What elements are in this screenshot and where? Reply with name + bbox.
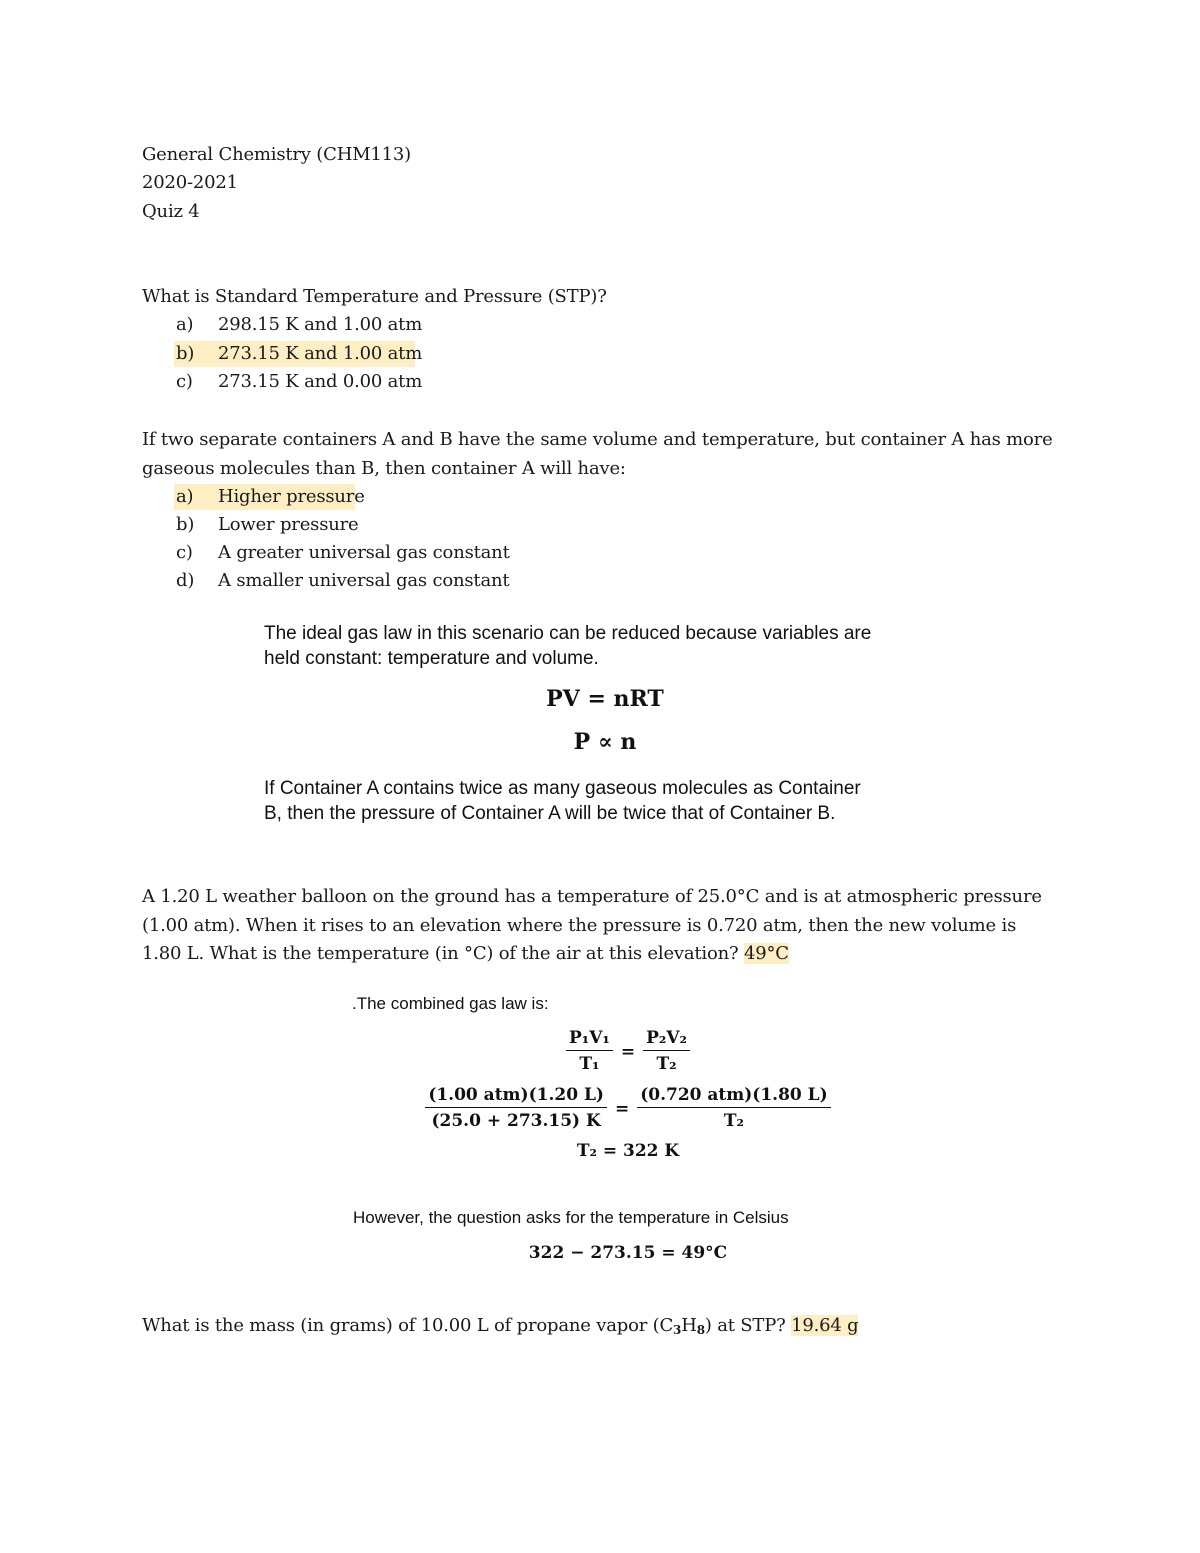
quiz-title: Quiz 4 (142, 201, 200, 222)
question-4-text (142, 1312, 1062, 1345)
fraction-right (643, 1026, 690, 1077)
option-text: 273.15 K and 0.00 atm (218, 371, 423, 392)
equals-sign: = (620, 1041, 636, 1062)
question-3-text (142, 883, 1057, 969)
numerator: (0.720 atm)(1.80 L) (637, 1083, 830, 1108)
hydrogen-subscript: 8 (696, 1323, 705, 1337)
celsius-conversion: 322 − 273.15 = 49°C (528, 1243, 728, 1263)
combined-gas-law-equation (0, 1026, 1200, 1077)
ideal-gas-law-equation: PV = nRT (546, 686, 664, 712)
question-1-text: What is Standard Temperature and Pressure (STP)? (142, 286, 607, 307)
question-3-answer: 49°C (744, 943, 789, 964)
numerator: P₁V₁ (566, 1026, 613, 1051)
denominator: T₂ (656, 1054, 677, 1074)
explanation-2-line-3: If Container A contains twice as many gaseous molecules as Container (264, 778, 861, 799)
combined-gas-law-intro: .The combined gas law is: (352, 994, 549, 1013)
question-4-ending: ) at STP? (704, 1315, 786, 1336)
explanation-2-line-1: The ideal gas law in this scenario can be reduced because variables are (264, 623, 872, 644)
fraction-right (637, 1083, 830, 1134)
explanation-2-line-4: B, then the pressure of Container A will be twice that of Container B. (264, 803, 836, 824)
proportionality-equation: P ∝ n (573, 729, 637, 755)
option-text: A smaller universal gas constant (218, 570, 510, 591)
numerator: P₂V₂ (643, 1026, 690, 1051)
question-4-answer: 19.64 g (791, 1315, 859, 1336)
course-title: General Chemistry (CHM113) (142, 144, 412, 165)
denominator: T₂ (723, 1111, 744, 1131)
option-text: Higher pressure (218, 486, 365, 507)
option-letter: a) (176, 486, 194, 507)
option-letter: c) (176, 371, 193, 392)
option-letter: c) (176, 542, 193, 563)
option-text: A greater universal gas constant (218, 542, 510, 563)
option-letter: b) (176, 343, 195, 364)
question-4-body: What is the mass (in grams) of 10.00 L of propane vapor (C (142, 1315, 674, 1336)
carbon-subscript: 3 (673, 1323, 682, 1337)
option-text: Lower pressure (218, 514, 359, 535)
denominator: (25.0 + 273.15) K (431, 1111, 601, 1131)
option-text: 298.15 K and 1.00 atm (218, 314, 423, 335)
option-letter: b) (176, 514, 195, 535)
explanation-2-line-2: held constant: temperature and volume. (264, 648, 599, 669)
numerator: (1.00 atm)(1.20 L) (425, 1083, 607, 1108)
substituted-equation (0, 1083, 1200, 1134)
celsius-note: However, the question asks for the temperature in Celsius (353, 1208, 789, 1227)
option-letter: a) (176, 314, 194, 335)
fraction-left (425, 1083, 607, 1134)
denominator: T₁ (579, 1054, 600, 1074)
option-letter: d) (176, 570, 195, 591)
question-3-body: A 1.20 L weather balloon on the ground has a temperature of 25.0°C and is at atmospheric pressure (1.00 atm). When it rises to an elevation where the pressure is 0.720 atm, then the new volume is 1.80 L. What is the temperature (in °C) of the air at this elevation? (142, 886, 1042, 964)
academic-year: 2020-2021 (142, 172, 238, 193)
hydrogen-symbol: H (681, 1315, 697, 1336)
t2-result: T₂ = 322 K (576, 1141, 680, 1161)
option-text: 273.15 K and 1.00 atm (218, 343, 423, 364)
fraction-left (566, 1026, 613, 1077)
equals-sign: = (614, 1098, 630, 1119)
question-2-text: If two separate containers A and B have the same volume and temperature, but container A has more gaseous molecules than B, then container A will have: (142, 429, 1053, 479)
